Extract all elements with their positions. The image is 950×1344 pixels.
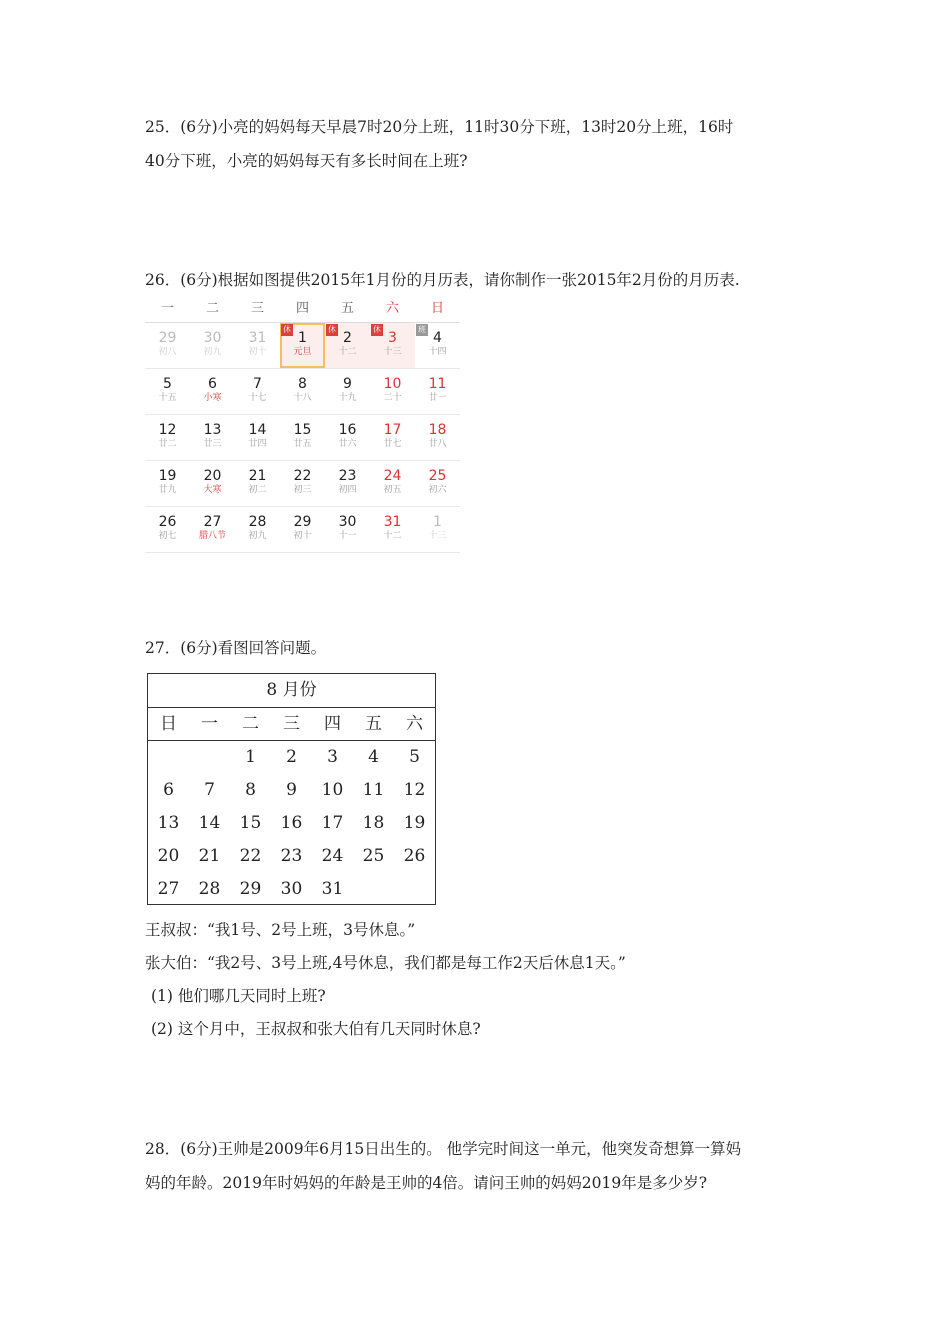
day-number: 25	[428, 468, 447, 484]
sub-question-2: (2) 这个月中，王叔叔和张大伯有几天同时休息?	[151, 1020, 481, 1038]
weekday-label: 日	[160, 714, 177, 734]
day-number: 9	[343, 376, 352, 392]
day-number: 21	[248, 468, 267, 484]
weekday-label: 六	[385, 301, 399, 316]
day-number: 31	[383, 514, 402, 530]
day-cell: 30	[280, 879, 303, 899]
question-27-dialog	[145, 914, 626, 1046]
day-number: 17	[383, 422, 402, 438]
calendar-day	[370, 369, 415, 414]
lunar-date: 十五	[158, 393, 177, 403]
lunar-date: 廿三	[203, 439, 222, 449]
lunar-date: 初十	[293, 531, 312, 541]
calendar-day	[190, 415, 235, 460]
day-number: 18	[428, 422, 447, 438]
holiday-badge: 休	[328, 325, 336, 334]
lunar-date: 十二	[383, 531, 402, 541]
day-cell: 15	[239, 813, 262, 833]
calendar-day	[145, 415, 190, 460]
lunar-date: 初七	[158, 531, 177, 541]
day-number: 12	[158, 422, 177, 438]
day-number: 7	[253, 376, 262, 392]
day-cell: 12	[403, 780, 426, 800]
calendar-day	[280, 461, 325, 506]
day-cell: 25	[362, 846, 385, 866]
lunar-date: 十三	[428, 531, 447, 541]
calendar-week-row	[145, 323, 460, 369]
question-25-line-2: 40分下班，小亮的妈妈每天有多长时间在上班?	[145, 152, 468, 170]
weekday-label: 四	[295, 301, 309, 316]
calendar-week-row	[148, 840, 435, 873]
day-cell: 23	[280, 846, 303, 866]
calendar-day	[325, 415, 370, 460]
day-number: 28	[248, 514, 267, 530]
lunar-date: 初四	[338, 485, 357, 495]
lunar-date: 元旦	[293, 347, 312, 357]
day-number: 31	[248, 330, 267, 346]
lunar-date: 廿五	[293, 439, 312, 449]
day-number: 10	[383, 376, 402, 392]
lunar-date: 初二	[248, 485, 267, 495]
day-number: 29	[158, 330, 177, 346]
lunar-date: 初三	[293, 485, 312, 495]
calendar-day	[370, 507, 415, 552]
weekday-label: 二	[242, 714, 259, 734]
calendar-day	[415, 507, 460, 552]
calendar-day	[235, 323, 280, 368]
day-cell: 11	[362, 780, 385, 800]
january-calendar	[145, 296, 460, 553]
calendar-day	[190, 461, 235, 506]
day-cell: 22	[239, 846, 262, 866]
calendar-week-row	[148, 807, 435, 840]
august-calendar	[147, 673, 436, 905]
calendar-day	[145, 461, 190, 506]
lunar-date: 廿六	[338, 439, 357, 449]
lunar-date: 二十	[383, 393, 402, 403]
day-cell: 20	[157, 846, 180, 866]
calendar-day	[325, 507, 370, 552]
question-25	[145, 110, 733, 178]
day-cell: 3	[327, 747, 338, 767]
day-cell: 16	[280, 813, 303, 833]
lunar-date: 廿八	[428, 439, 447, 449]
calendar-week-row	[145, 369, 460, 415]
calendar-day	[370, 415, 415, 460]
day-number: 23	[338, 468, 357, 484]
weekday-label: 五	[340, 301, 354, 316]
workday-badge: 班	[418, 325, 426, 334]
calendar-day	[145, 507, 190, 552]
calendar-week-row	[145, 415, 460, 461]
weekday-label: 二	[205, 301, 219, 316]
day-number: 22	[293, 468, 312, 484]
lunar-date: 初八	[158, 347, 177, 357]
question-26-text: 26．(6分)根据如图提供2015年1月份的月历表，请你制作一张2015年2月份的月历表.	[145, 271, 740, 289]
calendar-day	[235, 507, 280, 552]
question-28-line-2: 妈的年龄。2019年时妈妈的年龄是王帅的4倍。请问王帅的妈妈2019年是多少岁?	[145, 1174, 708, 1192]
calendar-day	[415, 323, 460, 368]
january-weekday-header	[145, 296, 460, 323]
day-cell	[394, 873, 435, 906]
calendar-day	[415, 461, 460, 506]
calendar-day	[235, 369, 280, 414]
dialog-zhang: 张大伯：“我2号、3号上班,4号休息，我们都是每工作2天后休息1天。”	[145, 954, 626, 972]
calendar-week-row	[145, 461, 460, 507]
day-cell: 29	[239, 879, 262, 899]
calendar-day	[415, 415, 460, 460]
dialog-wang: 王叔叔：“我1号、2号上班，3号休息。”	[145, 921, 416, 939]
day-number: 26	[158, 514, 177, 530]
calendar-day	[325, 323, 370, 368]
lunar-date: 初九	[203, 347, 222, 357]
calendar-day	[190, 369, 235, 414]
calendar-week-row	[148, 774, 435, 807]
day-cell: 18	[362, 813, 385, 833]
weekday-label: 六	[406, 714, 423, 734]
calendar-day	[370, 323, 415, 368]
day-number: 14	[248, 422, 267, 438]
calendar-day	[415, 369, 460, 414]
august-calendar-title: 8 月份	[148, 674, 435, 708]
day-cell: 14	[198, 813, 221, 833]
weekday-label: 五	[365, 714, 382, 734]
day-cell: 26	[403, 846, 426, 866]
day-number: 2	[343, 330, 352, 346]
day-number: 19	[158, 468, 177, 484]
day-cell	[148, 741, 189, 774]
day-cell: 9	[286, 780, 297, 800]
day-cell: 27	[157, 879, 180, 899]
lunar-date: 廿四	[248, 439, 267, 449]
day-number: 30	[338, 514, 357, 530]
lunar-date: 小寒	[203, 393, 222, 403]
day-number: 16	[338, 422, 357, 438]
day-cell: 10	[321, 780, 344, 800]
lunar-date: 初十	[248, 347, 267, 357]
question-27	[145, 631, 326, 665]
weekday-label: 一	[201, 714, 218, 734]
day-number: 11	[428, 376, 447, 392]
day-number: 24	[383, 468, 402, 484]
lunar-date: 十四	[428, 347, 447, 357]
calendar-day-today	[280, 323, 325, 368]
day-number: 8	[298, 376, 307, 392]
day-number: 5	[163, 376, 172, 392]
day-cell: 13	[157, 813, 180, 833]
day-cell	[189, 741, 230, 774]
question-25-line-1: 25．(6分)小亮的妈妈每天早晨7时20分上班，11时30分下班，13时20分上班，16时	[145, 118, 734, 136]
lunar-date: 十二	[338, 347, 357, 357]
calendar-day	[325, 369, 370, 414]
holiday-badge: 休	[373, 325, 381, 334]
day-number: 3	[388, 330, 397, 346]
lunar-date: 十一	[338, 531, 357, 541]
weekday-label: 一	[160, 301, 174, 316]
calendar-day	[145, 369, 190, 414]
calendar-day	[235, 415, 280, 460]
day-number: 29	[293, 514, 312, 530]
day-cell	[353, 873, 394, 906]
weekday-label: 日	[430, 301, 444, 316]
calendar-day	[280, 507, 325, 552]
lunar-date: 腊八节	[198, 531, 226, 541]
lunar-date: 初九	[248, 531, 267, 541]
day-cell: 7	[204, 780, 215, 800]
lunar-date: 廿九	[158, 485, 177, 495]
day-number: 20	[203, 468, 222, 484]
lunar-date: 十八	[293, 393, 312, 403]
august-weekday-header	[148, 708, 435, 741]
calendar-week-row	[148, 741, 435, 774]
day-cell: 31	[321, 879, 344, 899]
calendar-week-row	[145, 507, 460, 553]
calendar-day	[280, 415, 325, 460]
calendar-day	[325, 461, 370, 506]
sub-question-1: (1) 他们哪几天同时上班?	[151, 987, 326, 1005]
calendar-day	[190, 323, 235, 368]
day-cell: 5	[409, 747, 420, 767]
day-number: 15	[293, 422, 312, 438]
day-cell: 19	[403, 813, 426, 833]
lunar-date: 大寒	[203, 485, 222, 495]
lunar-date: 十三	[383, 347, 402, 357]
calendar-day	[235, 461, 280, 506]
calendar-day	[145, 323, 190, 368]
holiday-badge: 休	[283, 325, 291, 334]
day-number: 30	[203, 330, 222, 346]
lunar-date: 初六	[428, 485, 447, 495]
weekday-label: 三	[283, 714, 300, 734]
lunar-date: 廿七	[383, 439, 402, 449]
day-cell: 2	[286, 747, 297, 767]
day-cell: 28	[198, 879, 221, 899]
calendar-week-row	[148, 873, 435, 906]
question-28-line-1: 28．(6分)王帅是2009年6月15日出生的。 他学完时间这一单元，他突发奇想算一算妈	[145, 1140, 742, 1158]
day-cell: 8	[245, 780, 256, 800]
day-cell: 24	[321, 846, 344, 866]
lunar-date: 廿二	[158, 439, 177, 449]
day-number: 4	[433, 330, 442, 346]
calendar-day	[370, 461, 415, 506]
weekday-label: 四	[324, 714, 341, 734]
day-number: 1	[298, 330, 307, 346]
lunar-date: 廿一	[428, 393, 447, 403]
day-number: 13	[203, 422, 222, 438]
day-cell: 17	[321, 813, 344, 833]
day-cell: 21	[198, 846, 221, 866]
day-cell: 1	[245, 747, 256, 767]
lunar-date: 十七	[248, 393, 267, 403]
question-28	[145, 1132, 741, 1200]
question-26	[145, 263, 740, 297]
weekday-label: 三	[250, 301, 264, 316]
calendar-day	[190, 507, 235, 552]
day-number: 6	[208, 376, 217, 392]
lunar-date: 初五	[383, 485, 402, 495]
day-number: 27	[203, 514, 222, 530]
day-cell: 6	[163, 780, 174, 800]
day-cell: 4	[368, 747, 379, 767]
question-27-text: 27．(6分)看图回答问题。	[145, 639, 327, 657]
lunar-date: 十九	[338, 393, 357, 403]
day-number: 1	[433, 514, 442, 530]
calendar-day	[280, 369, 325, 414]
